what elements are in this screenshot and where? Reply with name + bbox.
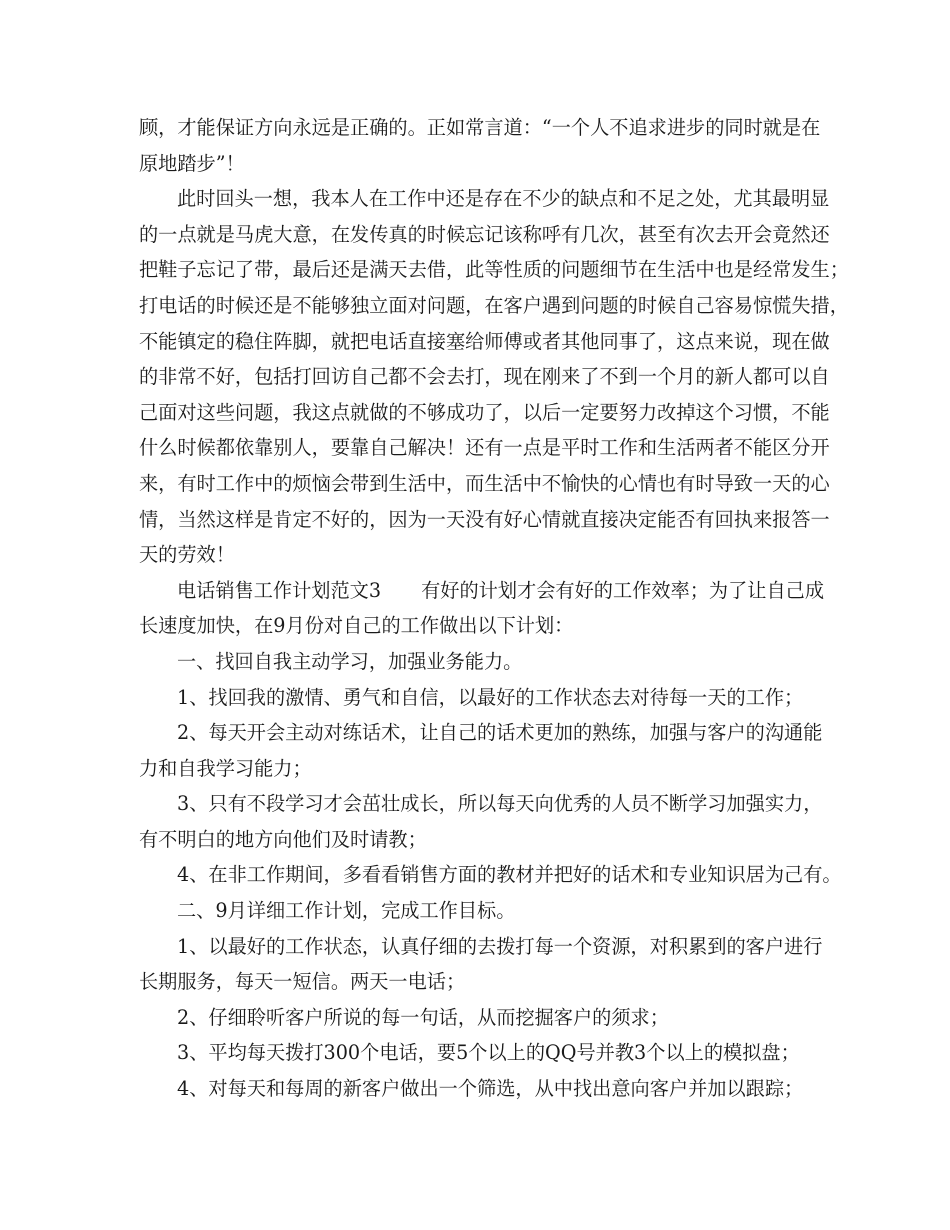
heading-line: 二、9月详细工作计划，完成工作目标。 bbox=[177, 899, 516, 923]
text-line: 原地踏步”！ bbox=[139, 151, 245, 175]
list-item: 2、仔细聆听客户所说的每一句话，从而挖掘客户的须求； bbox=[177, 1005, 669, 1029]
text-line: 的一点就是马虎大意，在发传真的时候忘记该称呼有几次，甚至有次去开会竟然还 bbox=[139, 222, 830, 246]
text-line: 打电话的时候还是不能够独立面对问题，在客户遇到问题的时候自己容易惊慌失措， bbox=[139, 293, 849, 317]
list-item: 1、以最好的工作状态，认真仔细的去拨打每一个资源，对积累到的客户进行 bbox=[177, 934, 823, 958]
text-line: 顾，才能保证方向永远是正确的。正如常言道：“一个人不追求进步的同时就是在 bbox=[139, 116, 821, 139]
text-line: 把鞋子忘记了带，最后还是满天去借，此等性质的问题细节在生活中也是经常发生； bbox=[139, 258, 849, 282]
text-line: 有不明白的地方向他们及时请教； bbox=[139, 827, 427, 851]
list-item: 3、平均每天拨打300个电话，要5个以上的QQ号并教3个以上的模拟盘； bbox=[177, 1041, 800, 1065]
text-line: 不能镇定的稳住阵脚，就把电话直接塞给师傅或者其他同事了，这点来说，现在做 bbox=[139, 329, 830, 353]
heading-line: 一、找回自我主动学习，加强业务能力。 bbox=[177, 649, 523, 673]
text-line: 力和自我学习能力； bbox=[139, 756, 312, 780]
list-item: 3、只有不段学习才会茁壮成长，所以每天向优秀的人员不断学习加强实力， bbox=[177, 792, 823, 816]
paragraph-start-line: 此时回头一想，我本人在工作中还是存在不少的缺点和不足之处，尤其最明显 bbox=[177, 187, 830, 211]
section-title: 电话销售工作计划范文3 bbox=[177, 578, 382, 602]
text-line: 长期服务，每天一短信。两天一电话； bbox=[139, 970, 466, 994]
section-title-line bbox=[139, 573, 825, 609]
text-line: 长速度加快，在9月份对自己的工作做出以下计划： bbox=[139, 614, 574, 638]
section-intro: 有好的计划才会有好的工作效率；为了让自己成 bbox=[421, 578, 825, 602]
list-item: 4、对每天和每周的新客户做出一个筛选，从中找出意向客户并加以跟踪； bbox=[177, 1077, 804, 1101]
document-body bbox=[139, 110, 849, 1107]
text-line: 天的劳效！ bbox=[139, 543, 235, 567]
text-line: 来，有时工作中的烦恼会带到生活中，而生活中不愉快的心情也有时导致一天的心 bbox=[139, 471, 830, 495]
list-item: 4、在非工作期间，多看看销售方面的教材并把好的话术和专业知识居为己有。 bbox=[177, 863, 842, 887]
text-line: 己面对这些问题，我这点就做的不够成功了，以后一定要努力改掉这个习惯，不能 bbox=[139, 400, 830, 424]
text-line: 的非常不好，包括打回访自己都不会去打，现在刚来了不到一个月的新人都可以自 bbox=[139, 365, 830, 389]
text-line: 情，当然这样是肯定不好的，因为一天没有好心情就直接决定能否有回执来报答一 bbox=[139, 507, 830, 531]
list-item: 1、找回我的激情、勇气和自信，以最好的工作状态去对待每一天的工作； bbox=[177, 685, 804, 709]
text-line: 什么时候都依靠别人，要靠自己解决！还有一点是平时工作和生活两者不能区分开 bbox=[139, 436, 830, 460]
list-item: 2、每天开会主动对练话术，让自己的话术更加的熟练，加强与客户的沟通能 bbox=[177, 721, 823, 745]
